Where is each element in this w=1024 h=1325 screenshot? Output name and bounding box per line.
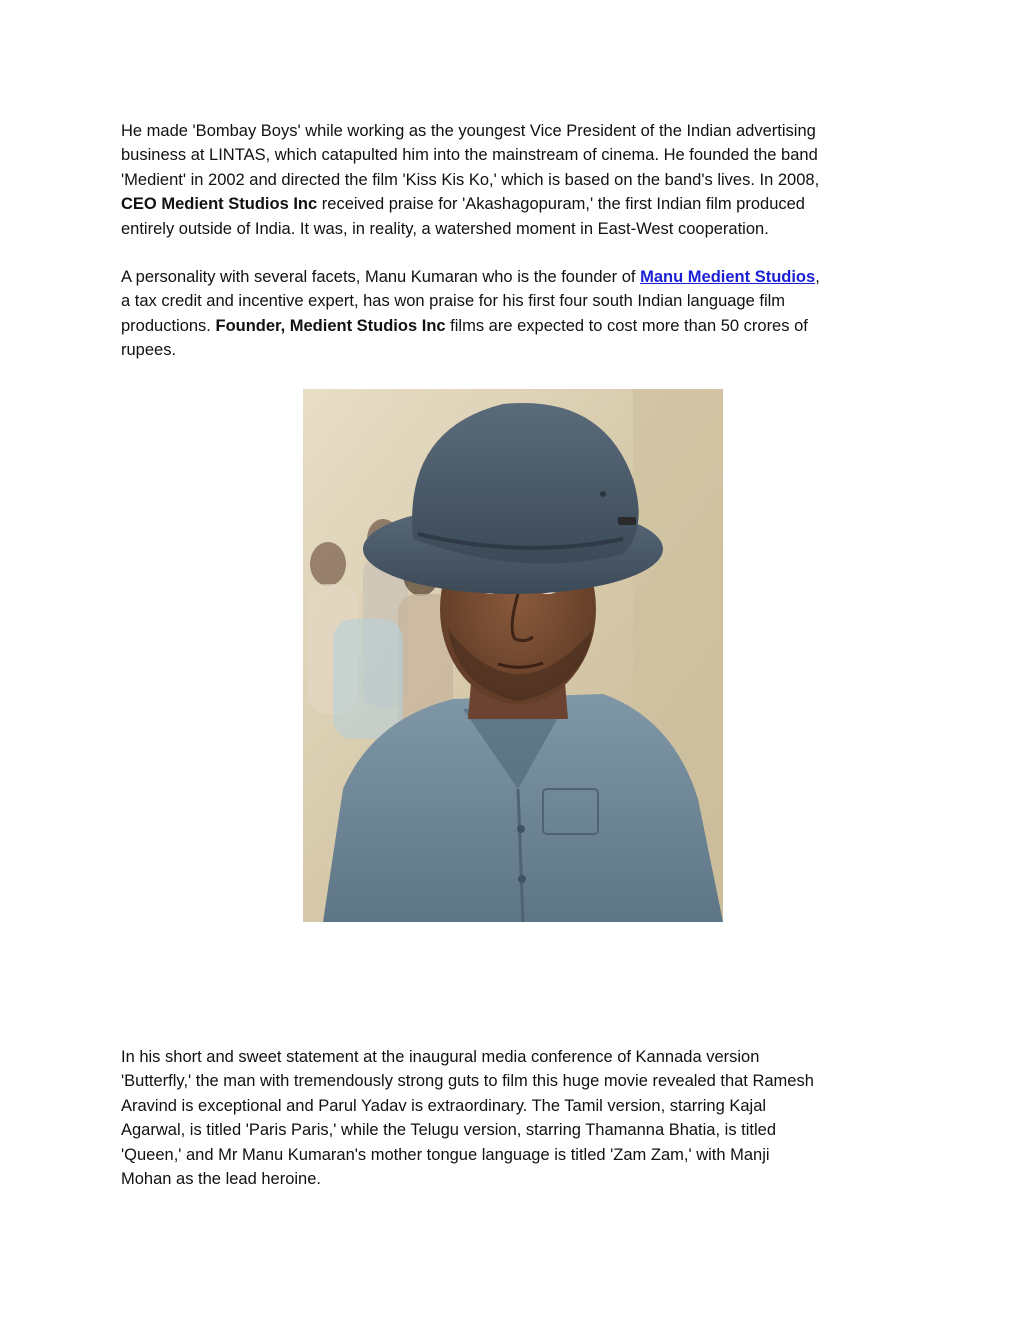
bold-founder-medient: Founder, Medient Studios Inc: [215, 316, 446, 335]
text-line: [121, 314, 911, 338]
text-line: rupees.: [121, 341, 177, 360]
portrait-illustration: [303, 389, 723, 922]
bold-ceo-medient: CEO Medient Studios Inc: [121, 195, 318, 214]
text-line: In his short and sweet statement at the inaugural media conference of Kannada version: [121, 1048, 760, 1066]
text-line: 'Butterfly,' the man with tremendously strong guts to film this huge movie revealed that Ramesh: [121, 1072, 814, 1091]
text-line: [121, 265, 911, 289]
text-fragment: productions.: [121, 316, 216, 335]
text-line: 'Medient' in 2002 and directed the film 'Kiss Kis Ko,' which is based on the band's lives. In 2008,: [121, 170, 820, 189]
text-line: [121, 192, 911, 216]
text-line: Mohan as the lead heroine.: [121, 1170, 321, 1189]
text-line: He made 'Bombay Boys' while working as the youngest Vice President of the Indian advertising: [121, 122, 816, 140]
text-line: business at LINTAS, which catapulted him into the mainstream of cinema. He founded the band: [121, 146, 818, 165]
text-line: a tax credit and incentive expert, has won praise for his first four south Indian language film: [121, 292, 786, 311]
text-line: 'Queen,' and Mr Manu Kumaran's mother tongue language is titled 'Zam Zam,' with Manji: [121, 1145, 770, 1164]
text-line: entirely outside of India. It was, in reality, a watershed moment in East-West cooperation.: [121, 219, 769, 238]
text-fragment: A personality with several facets, Manu Kumaran who is the founder of: [121, 268, 641, 286]
text-fragment: received praise for 'Akashagopuram,' the first Indian film produced: [317, 195, 805, 214]
text-line: Aravind is exceptional and Parul Yadav is extraordinary. The Tamil version, starring Kajal: [121, 1096, 767, 1115]
paragraph-butterfly: [121, 1045, 911, 1191]
text-line: Agarwal, is titled 'Paris Paris,' while the Telugu version, starring Thamanna Bhatia, is titled: [121, 1121, 777, 1140]
paragraph-personality: [121, 265, 911, 363]
text-fragment: films are expected to cost more than 50 crores of: [445, 316, 808, 335]
text-fragment: ,: [815, 268, 820, 286]
manu-medient-studios-link[interactable]: Manu Medient Studios: [640, 268, 816, 286]
paragraph-bombay-boys: [121, 119, 911, 241]
portrait-photo: [303, 389, 723, 922]
